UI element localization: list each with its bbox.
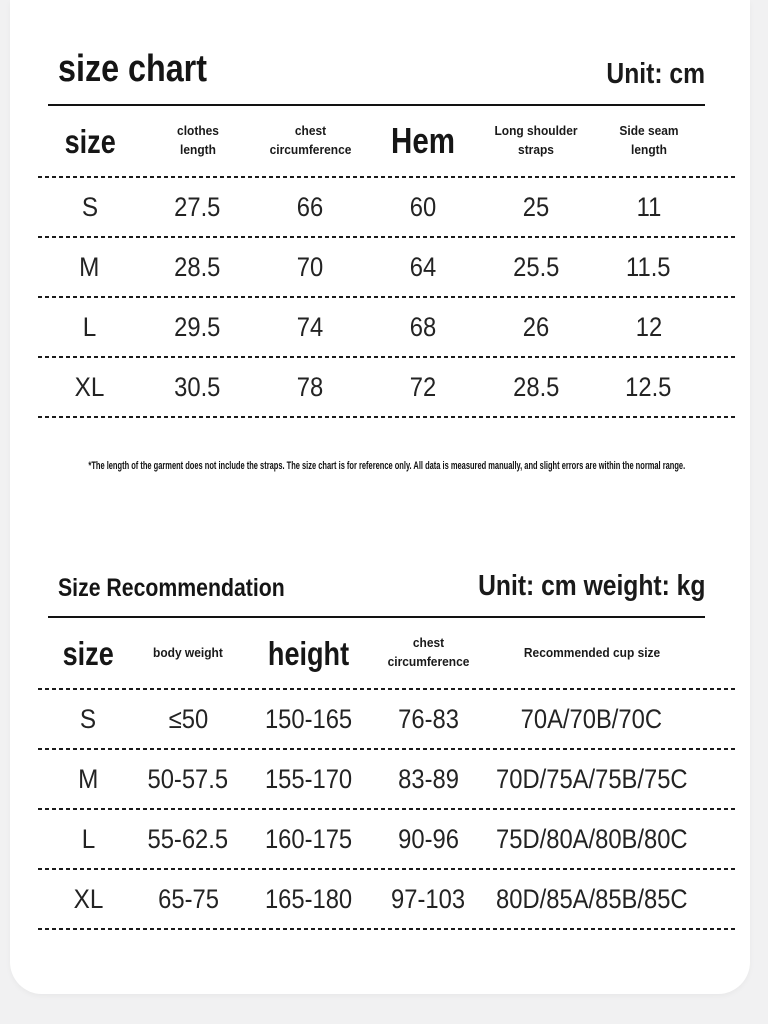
column-header-size: size xyxy=(64,122,116,160)
value-cell: 27.5 xyxy=(174,191,221,222)
footnote-container xyxy=(38,458,735,474)
value-cell: 28.5 xyxy=(174,251,221,282)
value-cell: 50-57.5 xyxy=(147,763,229,794)
size-cell: M xyxy=(77,763,99,794)
value-cell: 26 xyxy=(522,311,550,342)
value-cell: 76-83 xyxy=(397,703,459,734)
size-cell: XL xyxy=(73,883,103,914)
value-cell: 78 xyxy=(297,371,324,402)
column-header-chest-circumference: chest circumference xyxy=(269,123,352,157)
column-header-size: size xyxy=(62,634,114,672)
value-cell: 160-175 xyxy=(264,823,352,854)
value-cell: 74 xyxy=(297,311,324,342)
table-row-m xyxy=(38,238,735,296)
size-cell: L xyxy=(82,311,97,342)
page-title: size chart xyxy=(58,48,208,90)
recommendation-table-header-row xyxy=(38,618,735,688)
value-cell: 72 xyxy=(409,371,437,402)
recommendation-header xyxy=(58,474,705,603)
value-cell: 60 xyxy=(409,191,437,222)
value-cell: ≤50 xyxy=(168,703,208,734)
size-chart-header xyxy=(58,0,705,91)
value-cell: 80D/85A/85B/85C xyxy=(495,883,688,914)
size-cell: M xyxy=(79,251,100,282)
row-divider xyxy=(38,928,735,930)
value-cell: 11.5 xyxy=(626,251,671,282)
value-cell: 64 xyxy=(409,251,437,282)
size-chart-card xyxy=(10,0,750,994)
size-table xyxy=(38,106,735,418)
size-cell: S xyxy=(79,703,97,734)
size-cell: S xyxy=(81,191,98,222)
table-row-l xyxy=(38,810,735,868)
value-cell: 29.5 xyxy=(174,311,221,342)
value-cell: 150-165 xyxy=(264,703,352,734)
value-cell: 97-103 xyxy=(391,883,466,914)
value-cell: 155-170 xyxy=(264,763,352,794)
value-cell: 12 xyxy=(635,311,662,342)
value-cell: 25 xyxy=(522,191,550,222)
row-divider xyxy=(38,416,735,418)
recommendation-table xyxy=(38,618,735,930)
size-cell: XL xyxy=(74,371,105,402)
value-cell: 90-96 xyxy=(397,823,459,854)
value-cell: 165-180 xyxy=(264,883,352,914)
value-cell: 65-75 xyxy=(157,883,219,914)
value-cell: 30.5 xyxy=(174,371,221,402)
column-header-body-weight: body weight xyxy=(153,644,223,660)
size-cell: L xyxy=(81,823,95,854)
value-cell: 12.5 xyxy=(625,371,672,402)
table-row-xl xyxy=(38,358,735,416)
value-cell: 25.5 xyxy=(512,251,560,282)
value-cell: 70 xyxy=(297,251,324,282)
unit-label: Unit: cm xyxy=(606,58,705,90)
value-cell: 66 xyxy=(297,191,324,222)
value-cell: 11 xyxy=(636,191,661,222)
value-cell: 70D/75A/75B/75C xyxy=(495,763,688,794)
value-cell: 83-89 xyxy=(397,763,459,794)
table-row-m xyxy=(38,750,735,808)
column-header-clothes-length: clothes length xyxy=(176,123,219,157)
column-header-recommended-cup-size: Recommended cup size xyxy=(523,644,660,660)
recommendation-title: Size Recommendation xyxy=(58,574,285,602)
column-header-height: height xyxy=(267,634,349,672)
column-header-long-shoulder-straps: Long shoulder straps xyxy=(494,123,578,157)
table-row-xl xyxy=(38,870,735,928)
column-header-side-seam-length: Side seam length xyxy=(619,123,679,157)
table-row-l xyxy=(38,298,735,356)
value-cell: 28.5 xyxy=(512,371,560,402)
table-row-s xyxy=(38,178,735,236)
column-header-hem: Hem xyxy=(391,120,456,161)
size-table-header-row xyxy=(38,106,735,176)
column-header-chest-circumference: chest circumference xyxy=(387,635,470,669)
value-cell: 68 xyxy=(409,311,437,342)
card-content xyxy=(10,0,750,930)
recommendation-unit-label: Unit: cm weight: kg xyxy=(477,570,705,602)
value-cell: 75D/80A/80B/80C xyxy=(495,823,688,854)
table-row-s xyxy=(38,690,735,748)
value-cell: 55-62.5 xyxy=(147,823,229,854)
value-cell: 70A/70B/70C xyxy=(520,703,663,734)
footnote-text: *The length of the garment does not include the straps. The size chart is for reference only. All data is measured manually, and slight errors are within the normal range. xyxy=(88,460,685,472)
